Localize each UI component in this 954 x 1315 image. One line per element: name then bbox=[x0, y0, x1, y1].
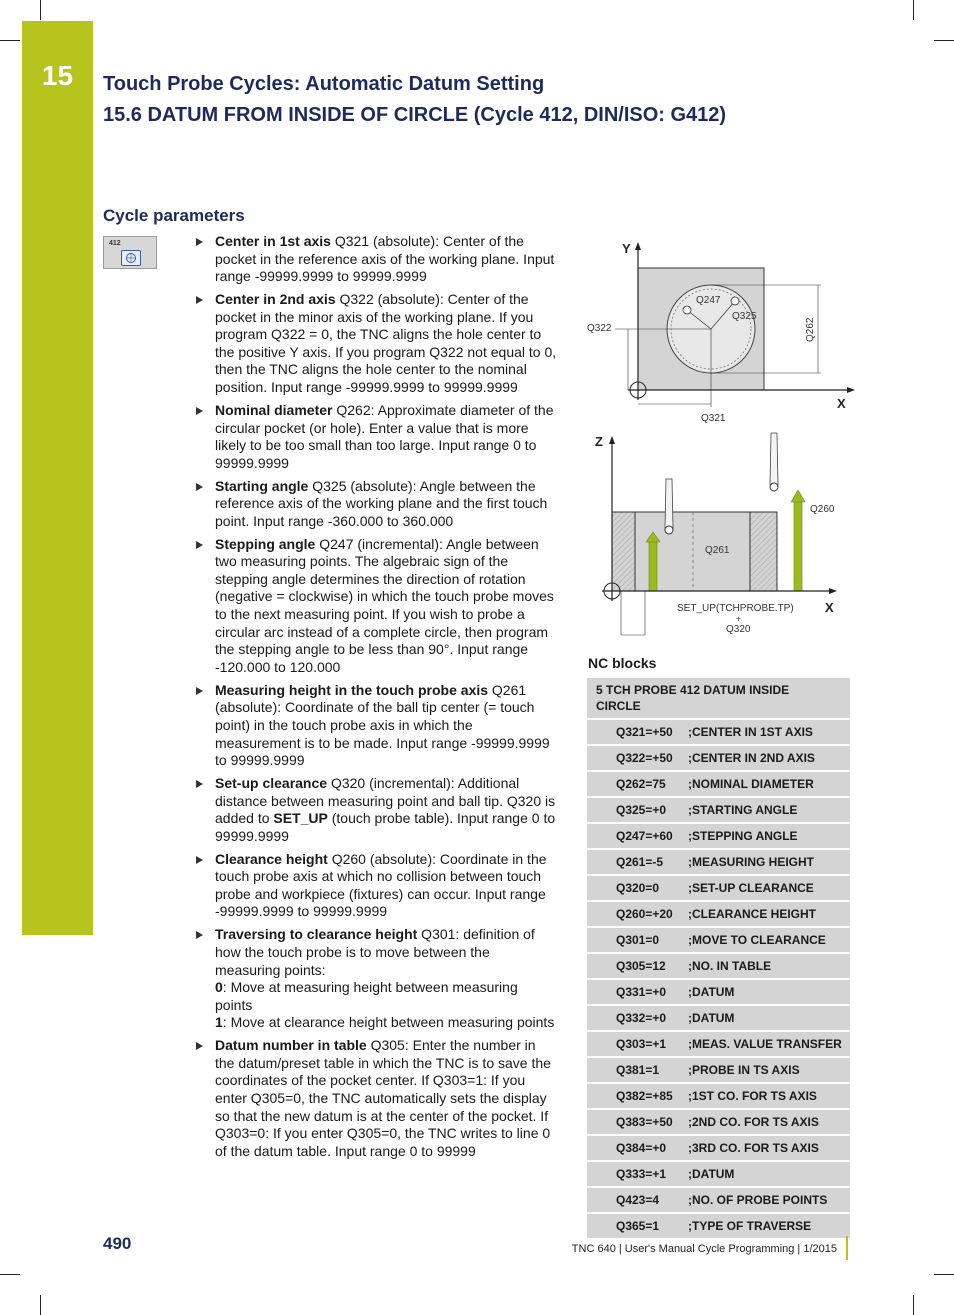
table-row bbox=[587, 772, 850, 798]
crop-mark bbox=[40, 1295, 41, 1315]
param-desc: Q322 (absolute): Center of the pocket in the minor axis of the working plane. If you program Q322 = 0, the TNC aligns the hole center to the positive Y axis. If you program Q322 not equal to 0, then the TNC aligns the hole center to the nominal position. Input range -99999.9999 to 99999.9999 bbox=[215, 291, 557, 396]
table-row bbox=[587, 1188, 850, 1214]
cycle-412-softkey[interactable] bbox=[103, 236, 157, 269]
diagram-label: Y bbox=[622, 241, 631, 256]
diagram-label: Q321 bbox=[701, 413, 726, 424]
param-option-key: 0 bbox=[215, 979, 223, 996]
nc-comment: ;CENTER IN 1ST AXIS bbox=[688, 720, 850, 746]
diagram-label: X bbox=[825, 600, 834, 615]
nc-comment: ;DATUM bbox=[688, 980, 850, 1006]
param-term: Datum number in table bbox=[215, 1037, 367, 1054]
table-row bbox=[587, 1084, 850, 1110]
nc-param: Q262=75 bbox=[587, 772, 688, 798]
side-view bbox=[595, 433, 837, 635]
footer-text: TNC 640 | User's Manual Cycle Programming | 1/2015 bbox=[571, 1243, 837, 1255]
nc-comment: ;1ST CO. FOR TS AXIS bbox=[688, 1084, 850, 1110]
nc-blocks-table bbox=[587, 678, 850, 1240]
diagram-label: + bbox=[736, 614, 742, 624]
crop-mark bbox=[40, 0, 41, 20]
param-desc: Q321 (absolute): Center of the pocket in the reference axis of the working plane. Input range -99999.9999 to 99999.9999 bbox=[215, 233, 555, 285]
param-item bbox=[193, 1037, 557, 1160]
crop-mark bbox=[0, 1274, 20, 1275]
diagram-label: SET_UP(TCHPROBE.TP) bbox=[677, 603, 794, 614]
nc-param: Q325=+0 bbox=[587, 798, 688, 824]
nc-comment: ;MOVE TO CLEARANCE bbox=[688, 928, 850, 954]
param-desc: Q325 (absolute): Angle between the reference axis of the working plane and the first touch point. Input range -360.000 to 360.000 bbox=[215, 477, 548, 529]
nc-comment: ;NOMINAL DIAMETER bbox=[688, 772, 850, 798]
param-option-text: : Move at measuring height between measuring points bbox=[215, 979, 518, 1013]
diagram-label: Q322 bbox=[587, 323, 612, 334]
nc-param: Q260=+20 bbox=[587, 902, 688, 928]
nc-comment: ;STARTING ANGLE bbox=[688, 798, 850, 824]
nc-param: Q321=+50 bbox=[587, 720, 688, 746]
diagram-label: Q247 bbox=[696, 295, 721, 306]
top-view bbox=[587, 241, 855, 424]
table-row bbox=[587, 1058, 850, 1084]
param-item bbox=[193, 775, 557, 845]
nc-param: Q381=1 bbox=[587, 1058, 688, 1084]
nc-comment: ;NO. IN TABLE bbox=[688, 954, 850, 980]
nc-param: Q331=+0 bbox=[587, 980, 688, 1006]
table-row bbox=[587, 798, 850, 824]
table-row bbox=[587, 1110, 850, 1136]
nc-param: Q305=12 bbox=[587, 954, 688, 980]
table-row bbox=[587, 954, 850, 980]
table-row bbox=[587, 1214, 850, 1240]
nc-comment: ;DATUM bbox=[688, 1162, 850, 1188]
nc-param: Q365=1 bbox=[587, 1214, 688, 1240]
param-desc: Q320 (incremental): Additional distance between measuring point and ball tip. Q320 is added to bbox=[215, 775, 556, 827]
nc-param: Q423=4 bbox=[587, 1188, 688, 1214]
nc-param: Q382=+85 bbox=[587, 1084, 688, 1110]
table-row bbox=[587, 928, 850, 954]
param-option-key: 1 bbox=[215, 1014, 223, 1031]
param-desc: Q301: definition of how the touch probe is to move between the measuring points: bbox=[215, 926, 535, 978]
nc-param: Q261=-5 bbox=[587, 850, 688, 876]
table-row bbox=[587, 980, 850, 1006]
table-row bbox=[587, 876, 850, 902]
diagram-label: Q320 bbox=[726, 624, 751, 635]
footer-divider bbox=[846, 1236, 848, 1260]
nc-comment: ;MEAS. VALUE TRANSFER bbox=[688, 1032, 850, 1058]
nc-param: Q333=+1 bbox=[587, 1162, 688, 1188]
param-term: Traversing to clearance height bbox=[215, 926, 418, 943]
crop-mark bbox=[934, 1274, 954, 1275]
nc-comment: ;PROBE IN TS AXIS bbox=[688, 1058, 850, 1084]
param-item bbox=[193, 291, 557, 397]
table-row bbox=[587, 1136, 850, 1162]
nc-comment: ;3RD CO. FOR TS AXIS bbox=[688, 1136, 850, 1162]
cycle-parameters-heading: Cycle parameters bbox=[103, 206, 245, 225]
nc-comment: ;NO. OF PROBE POINTS bbox=[688, 1188, 850, 1214]
nc-comment: ;DATUM bbox=[688, 1006, 850, 1032]
crop-mark bbox=[913, 1295, 914, 1315]
table-row bbox=[587, 720, 850, 746]
diagram-label: Q261 bbox=[705, 545, 730, 556]
nc-param: Q301=0 bbox=[587, 928, 688, 954]
nc-comment: ;SET-UP CLEARANCE bbox=[688, 876, 850, 902]
param-item bbox=[193, 851, 557, 921]
table-row bbox=[587, 824, 850, 850]
table-row bbox=[587, 1162, 850, 1188]
param-desc: Q260 (absolute): Coordinate in the touch probe axis at which no collision between touch probe and workpiece (fixtures) can occur. Input range -99999.9999 to 99999.9999 bbox=[215, 850, 547, 920]
nc-param: Q332=+0 bbox=[587, 1006, 688, 1032]
chapter-number: 15 bbox=[41, 60, 74, 91]
param-term: Nominal diameter bbox=[215, 401, 333, 418]
nc-comment: ;2ND CO. FOR TS AXIS bbox=[688, 1110, 850, 1136]
circle-probe-icon bbox=[121, 250, 141, 266]
param-term: Clearance height bbox=[215, 850, 328, 867]
param-term: Center in 2nd axis bbox=[215, 291, 336, 308]
param-item bbox=[193, 536, 557, 677]
nc-param: Q384=+0 bbox=[587, 1136, 688, 1162]
param-item bbox=[193, 478, 557, 531]
diagram-label: Q325 bbox=[732, 311, 757, 322]
param-item bbox=[193, 926, 557, 1032]
nc-param: Q322=+50 bbox=[587, 746, 688, 772]
param-option-text: : Move at clearance height between measuring points bbox=[222, 1014, 555, 1031]
param-desc: Q262: Approximate diameter of the circular pocket (or hole). Enter a value that is more likely to be too small than too large. Input range 0 to 99999.9999 bbox=[215, 401, 554, 471]
param-desc: Q247 (incremental): Angle between two measuring points. The algebraic sign of the stepping angle determines the direction of rotation (negative = clockwise) in which the touch probe moves to the next measuring point. If you wish to probe a circular arc instead of a complete circle, then program the stepping angle to be less than 90°. Input range -120.000 to 120.000 bbox=[215, 535, 554, 675]
param-term: Measuring height in the touch probe axis bbox=[215, 681, 489, 698]
param-desc: (touch probe table). Input range 0 to 99999.9999 bbox=[215, 810, 556, 844]
nc-blocks-heading: NC blocks bbox=[588, 655, 657, 671]
cycle-diagram bbox=[585, 232, 855, 642]
param-term: Starting angle bbox=[215, 477, 309, 494]
nc-comment: ;MEASURING HEIGHT bbox=[688, 850, 850, 876]
page-number: 490 bbox=[103, 1234, 132, 1253]
param-term: Stepping angle bbox=[215, 535, 316, 552]
param-item bbox=[193, 402, 557, 472]
nc-first-line: 5 TCH PROBE 412 DATUM INSIDE CIRCLE bbox=[587, 678, 850, 720]
crop-mark bbox=[0, 40, 20, 41]
param-term: Center in 1st axis bbox=[215, 233, 331, 249]
chapter-title: Touch Probe Cycles: Automatic Datum Setting bbox=[103, 73, 545, 95]
diagram-label: Z bbox=[595, 434, 603, 449]
param-item bbox=[193, 682, 557, 770]
parameter-list bbox=[193, 233, 557, 1166]
param-item bbox=[193, 233, 557, 286]
nc-param: Q247=+60 bbox=[587, 824, 688, 850]
diagram-label: Q260 bbox=[810, 504, 835, 515]
chapter-tab-bar bbox=[22, 21, 93, 935]
crop-mark bbox=[913, 0, 914, 20]
nc-param: Q320=0 bbox=[587, 876, 688, 902]
softkey-label: 412 bbox=[109, 240, 121, 247]
param-bold-term: SET_UP bbox=[273, 810, 328, 827]
table-row bbox=[587, 678, 850, 720]
table-row bbox=[587, 1006, 850, 1032]
param-desc: Q261 (absolute): Coordinate of the ball tip center (= touch point) in the touch probe axis in which the measurement is to be made. Input range -99999.9999 to 99999.9999 bbox=[215, 681, 550, 769]
table-row bbox=[587, 1032, 850, 1058]
nc-comment: ;TYPE OF TRAVERSE bbox=[688, 1214, 850, 1240]
param-term: Set-up clearance bbox=[215, 775, 328, 791]
table-row bbox=[587, 850, 850, 876]
nc-param: Q303=+1 bbox=[587, 1032, 688, 1058]
nc-comment: ;CLEARANCE HEIGHT bbox=[688, 902, 850, 928]
nc-param: Q383=+50 bbox=[587, 1110, 688, 1136]
param-desc: Q305: Enter the number in the datum/preset table in which the TNC is to save the coordinates of the pocket center. If Q303=1: If you enter Q305=0, the TNC automatically sets the display so that the new datum is at the center of the pocket. If Q303=0: If you enter Q305=0, the TNC writes to line 0 of the datum table. Input range 0 to 99999 bbox=[215, 1037, 551, 1159]
diagram-label: Q262 bbox=[805, 317, 816, 342]
table-row bbox=[587, 746, 850, 772]
table-row bbox=[587, 902, 850, 928]
crop-mark bbox=[934, 40, 954, 41]
nc-comment: ;STEPPING ANGLE bbox=[688, 824, 850, 850]
diagram-label: X bbox=[837, 396, 846, 411]
nc-comment: ;CENTER IN 2ND AXIS bbox=[688, 746, 850, 772]
section-title: 15.6 DATUM FROM INSIDE OF CIRCLE (Cycle 412, DIN/ISO: G412) bbox=[103, 104, 727, 126]
